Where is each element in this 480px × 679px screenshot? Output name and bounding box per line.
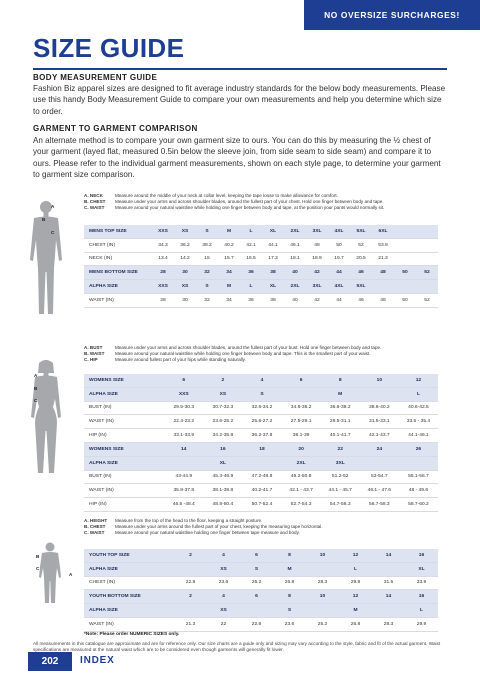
- garment-comparison-text: An alternate method is to compare your own garment size to ours. You can do this by measuring the ½ chest of your garment (layed flat, measured 0.5in below the sleeve join, from side seam to side seam) and compare it to ours. Please refer to the individual garment measurements, shown on each style page, to determine your garment to garment size comparison.: [33, 136, 441, 180]
- marker-c: C: [36, 566, 40, 571]
- table-row: HIP (IN) 46.5 -48.4 48.8-50.4 50.7-52.4 52.7-54.3 54.7-56.3 56.7-58.3 58.7-60.2: [84, 498, 438, 512]
- mens-size-table: [84, 225, 438, 308]
- table-row: WOMENS SIZE 14 16 18 20 22 24 26: [84, 442, 438, 456]
- table-row: WAIST (IN) 28 30 32 34 36 38 40 42 44 46 48 50 52: [84, 293, 438, 307]
- table-row: MENS TOP SIZE XXS XS S M L XL 2XL 3XL 4XL 5XL 6XL: [84, 225, 438, 238]
- table-row: ALPHA SIZE XS S M L XL: [84, 562, 438, 576]
- womens-size-table: [84, 374, 438, 512]
- marker-c: C: [34, 398, 38, 403]
- table-row: BUST (IN) 29.5-30.3 30.7-32.3 32.6-34.2 34.6-36.2 36.6-38.2 38.6-40.2 40.6-42.5: [84, 401, 438, 415]
- youth-definitions: A. HEIGHT Measure from the top of the head to the floor, keeping a straight posture. B. CHEST Measure under your arms around the fullest part of your chest, keeping the measuring tape horizontal. C. WAIST Measure around your natural waistline holding one finger between tape measure and body.: [84, 518, 323, 536]
- marker-b: B: [42, 217, 46, 222]
- no-surcharge-banner: NO OVERSIZE SURCHARGES!: [304, 0, 480, 30]
- male-figure-icon: [26, 198, 66, 318]
- page-number: 202: [28, 652, 72, 671]
- table-row: YOUTH TOP SIZE 2 4 6 8 10 12 14 16: [84, 549, 438, 562]
- table-row: MENS BOTTOM SIZE 28 30 32 34 36 38 40 42 44 46 48 50 52: [84, 266, 438, 280]
- marker-a: A: [34, 373, 38, 378]
- mens-definitions: A. NECK Measure around the middle of your neck at collar level, keeping the tape loose to make allowance for comfort. B. CHEST Measure under your arms and across shoulder blades, around the fullest part of your chest. Hold one finger between body and tape. C. WAIST Measure around your natural waistline while holding one finger between body and tape, at the position your pants would normally sit.: [84, 193, 385, 211]
- title-divider: [33, 68, 447, 70]
- table-row: HIP (IN) 33.1-33.9 34.2-35.8 36.2-37.8 38.1-39 40.1-41.7 42.1-43.7 44.1-46.1: [84, 429, 438, 443]
- garment-comparison-heading: GARMENT TO GARMENT COMPARISON: [33, 124, 198, 133]
- marker-a: A: [51, 204, 55, 209]
- table-row: WAIST (IN) 22.4-23.2 23.6-25.2 25.6-27.2 27.5-29.1 29.5-31.1 31.5-33.1 33.5 - 35.4: [84, 415, 438, 429]
- table-row: WAIST (IN) 35.8-37.8 38.1-39.8 40.2-41.7 42.1 - 43.7 44.1 - 45.7 46.1 - 47.6 48 - 49.6: [84, 484, 438, 498]
- table-row: CHEST (IN) 22.8 23.6 25.2 26.8 28.3 29.9 31.5 33.9: [84, 576, 438, 590]
- youth-figure-icon: [34, 541, 66, 605]
- womens-definitions: A. BUST Measure under your arms and across shoulder blades, around the fullest part of your bust. Hold one finger between body and tape. B. WAIST Measure around your natural waistline while holding one finger between body and tape. This is the smallest part of your waist. C. HIP Measure around fullest part of your hips while standing naturally.: [84, 345, 382, 363]
- marker-a: A: [69, 572, 73, 577]
- table-row: WAIST (IN) 21.3 22 22.8 23.6 25.2 26.8 28.3 29.9: [84, 617, 438, 631]
- table-row: NECK (IN) 13.4 14.2 15 15.7 16.5 17.3 18.1 18.9 19.7 20.5 21.3: [84, 252, 438, 266]
- marker-c: C: [51, 230, 55, 235]
- marker-b: B: [34, 386, 38, 391]
- table-row: ALPHA SIZE XXS XS S M L XL 2XL 3XL 4XL 5XL: [84, 280, 438, 294]
- youth-size-table: [84, 549, 438, 632]
- index-link[interactable]: INDEX: [80, 655, 115, 666]
- marker-b: B: [36, 554, 40, 559]
- table-row: YOUTH BOTTOM SIZE 2 4 6 8 10 12 14 16: [84, 590, 438, 604]
- table-row: BUST (IN) 43-44.9 45.3-46.9 47.2-48.8 49.2-50.8 51.2-52 53-54.7 55.1-56.7: [84, 470, 438, 484]
- body-measurement-heading: BODY MEASUREMENT GUIDE: [33, 73, 158, 82]
- youth-note: *Note: Please order NUMERIC SIZES only.: [84, 632, 180, 637]
- table-row: WOMENS SIZE 6 2 4 6 8 10 12: [84, 374, 438, 387]
- page-title: SIZE GUIDE: [33, 33, 185, 63]
- table-row: CHEST (IN) 34.3 36.2 38.2 40.2 42.1 44.1 46.1 48 50 52 53.9: [84, 238, 438, 252]
- table-row: ALPHA SIZE XXS XS S M L: [84, 387, 438, 401]
- table-row: ALPHA SIZE XL 2XL 3XL: [84, 456, 438, 470]
- table-row: ALPHA SIZE XS S M L: [84, 604, 438, 618]
- body-measurement-text: Fashion Biz apparel sizes are designed to fit average industry standards for the below body measurements. Please use this handy Body Measurement Guide to compare your own measurements and help you determine which size to order.: [33, 84, 446, 116]
- footnote: All measurements in this catalogue are approximate and are for reference only. Our size charts are a guide only and sizing may vary according to the style, fabric and fit of the actual garment. Waist specifications are measured at the natural waist which are to be considered even though garments will generally fit lower.: [33, 641, 441, 653]
- female-figure-icon: [26, 357, 66, 477]
